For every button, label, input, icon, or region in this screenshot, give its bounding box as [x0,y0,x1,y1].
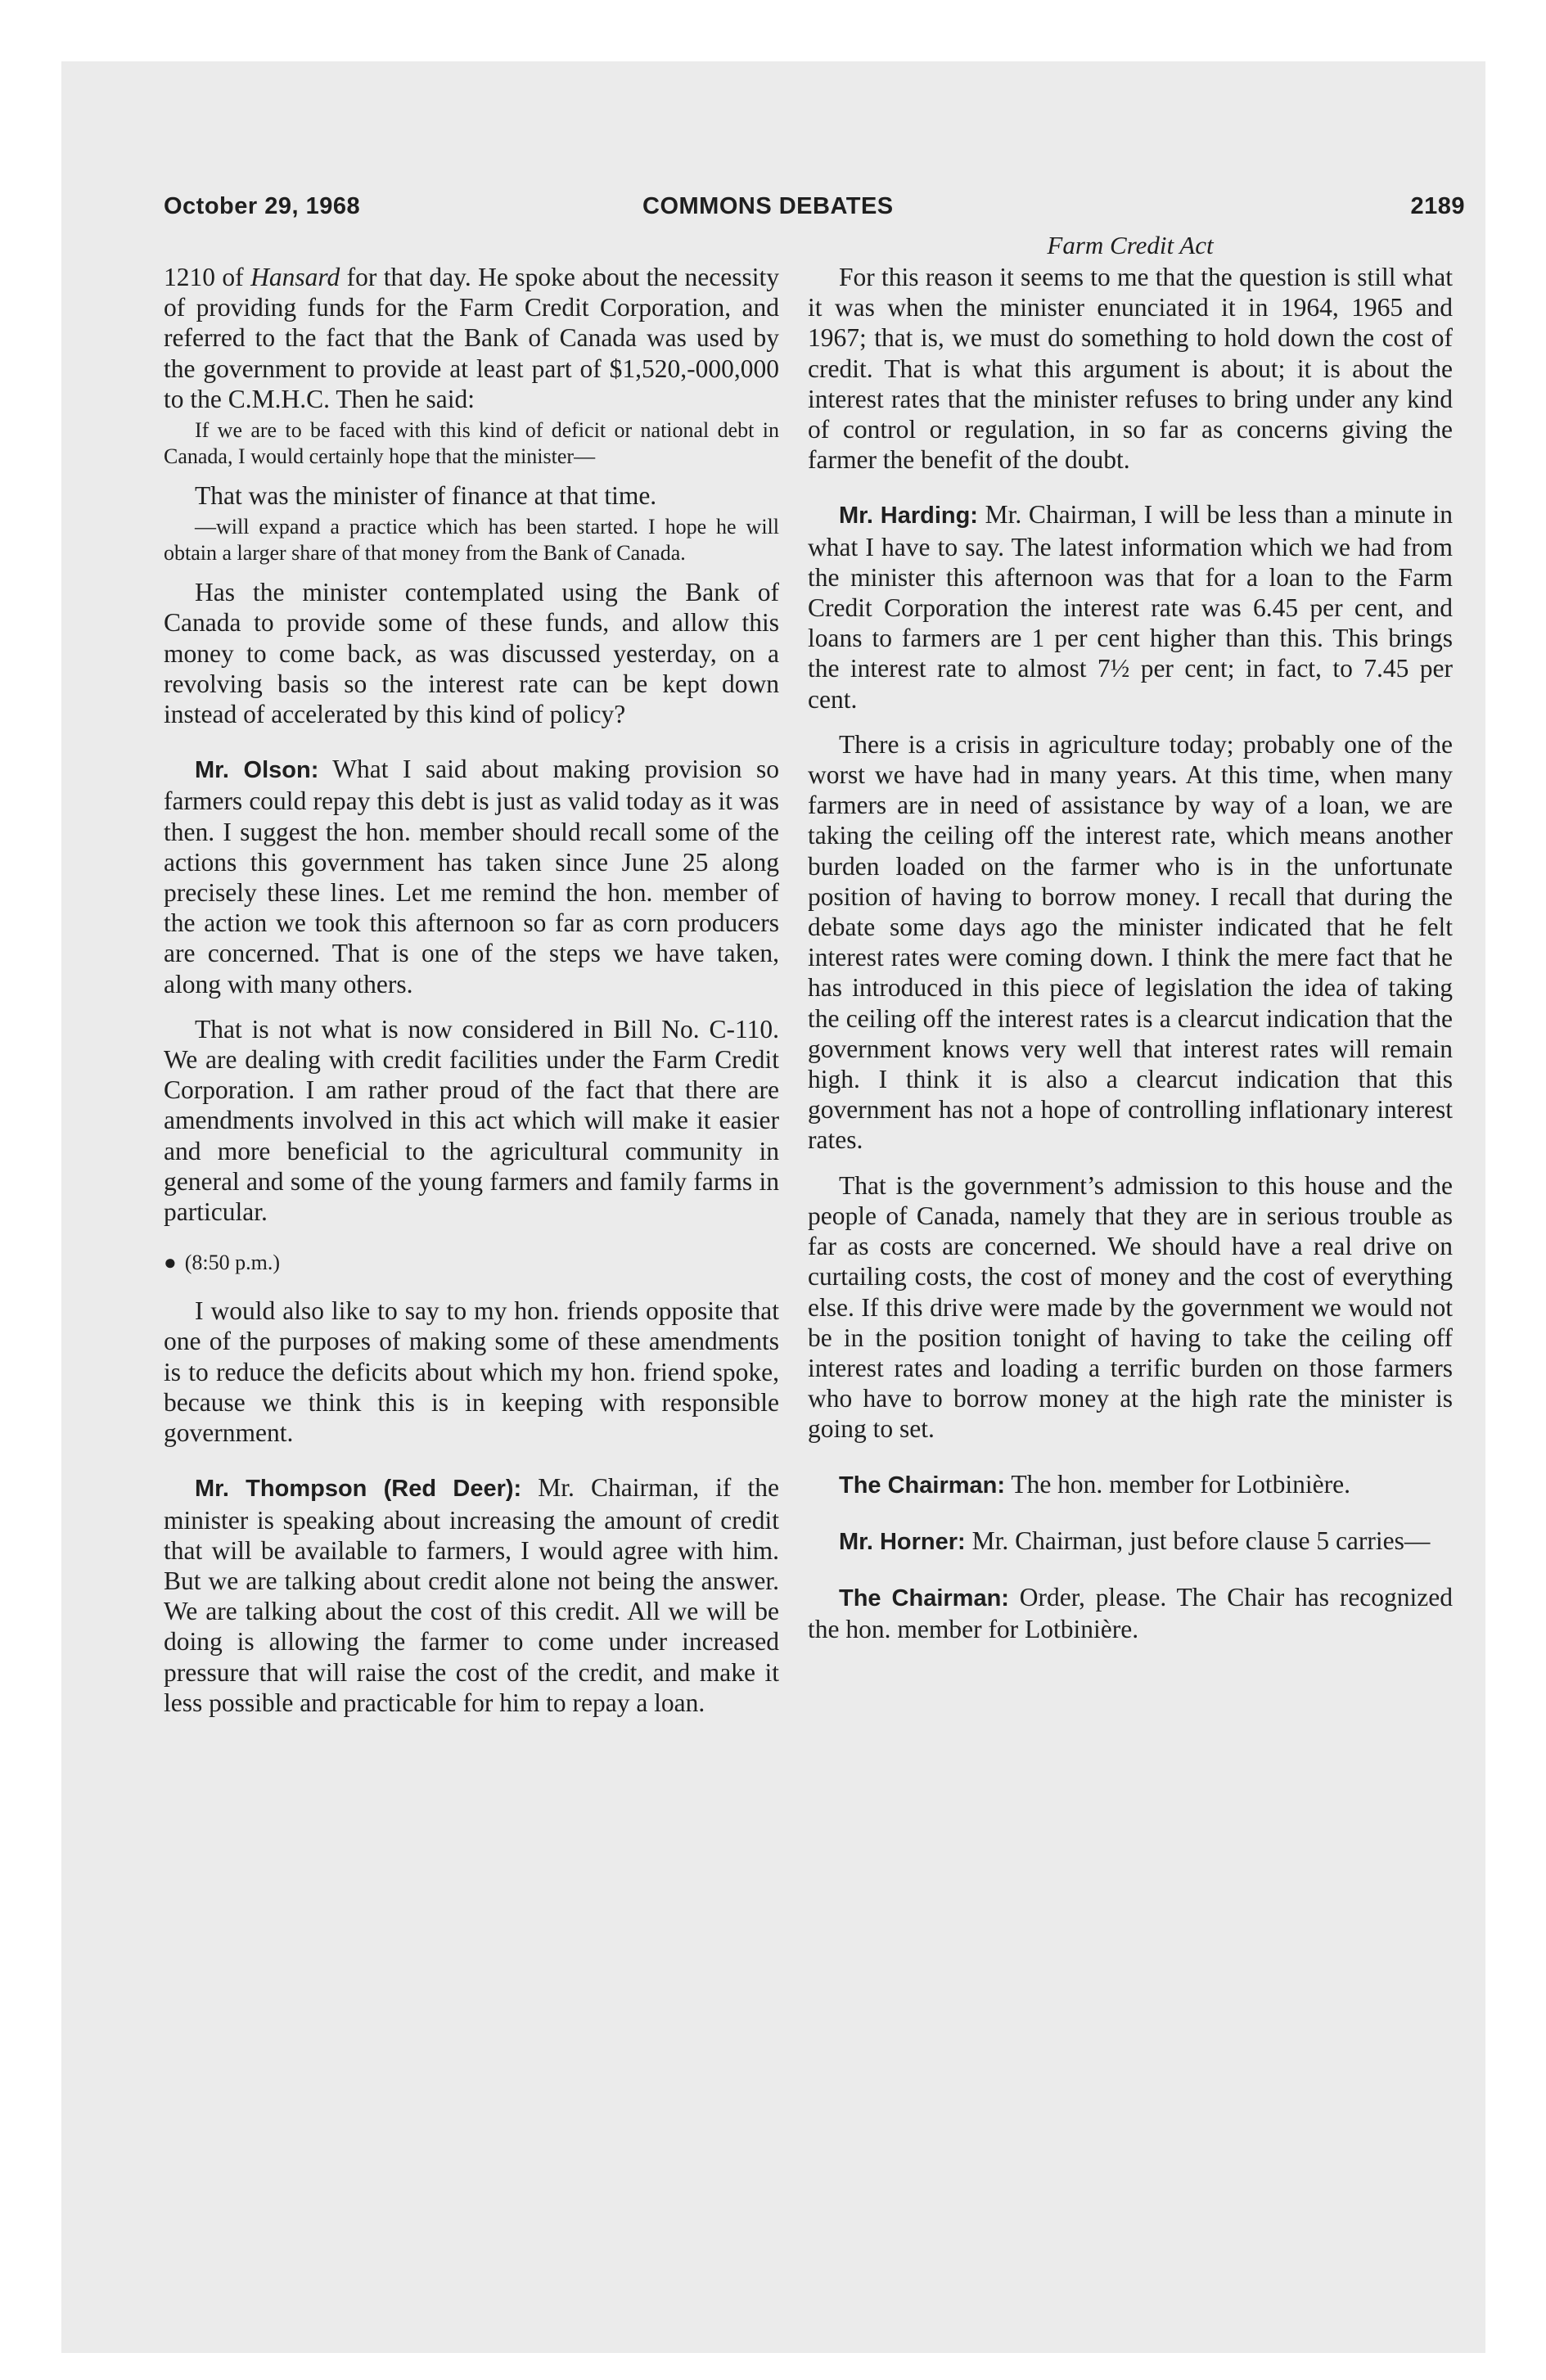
speaker-name: Mr. Thompson (Red Deer): [195,1476,522,1503]
paragraph: Has the minister contemplated using the Bank of Canada to provide some of these funds, and allow this money to come back, as was discussed yesterday, on a revolving basis so the interest rate can be kept down instead of accelerated by this kind of policy? [164,578,779,729]
header-journal-title: COMMONS DEBATES [642,193,894,219]
text: 1210 of [164,263,251,291]
paragraph: For this reason it seems to me that the question is still what it was when the minister enunciated it in 1964, 1965 and 1967; that is, we must do something to hold down the cost of credit. That is what this argument is about; it is about the interest rates that the minister refuses to bring under any kind of control or regulation, in so far as concerns giving the farmer the benefit of the doubt. [808,263,1453,475]
speaker-name: Mr. Horner: [839,1528,966,1555]
speech-chairman [808,1582,1453,1644]
hansard-italic: Hansard [250,263,340,291]
paragraph: That is not what is now considered in Bill No. C-110. We are dealing with credit facilities under the Farm Credit Corporation. I am rather proud of the fact that there are amendments involved in this act which will make it easier and more beneficial to the agricultural community in general and some of the young farmers and family farms in particular. [164,1014,779,1227]
paragraph: That is the government’s admission to this house and the people of Canada, namely that they are in serious trouble as far as costs are concerned. We should have a real drive on curtailing costs, the cost of money and the cost of everything else. If this drive were made by the government we would not be in the position tonight of having to take the ceiling off interest rates and loading a terrific burden on those farmers who have to borrow money at the high rate the minister is going to set. [808,1170,1453,1444]
right-column [808,229,1453,1644]
paragraph: I would also like to say to my hon. friends opposite that one of the purposes of making some of these amendments is to reduce the deficits about which my hon. friend spoke, because we think this is in keeping with responsible government. [164,1296,779,1448]
paragraph: There is a crisis in agriculture today; probably one of the worst we have had in many years. At this time, when many farmers are in need of assistance by way of a loan, we are taking the ceiling off the interest rate, which means another burden loaded on the farmer who is in the unfortunate position of having to borrow money. I recall that during the debate some days ago the minister indicated that he felt interest rates were coming down. I think the mere fact that he has introduced in this piece of legislation the idea of taking the ceiling off the interest rates is a clearcut indication that the government knows very well that interest rates will remain high. I think it is also a clearcut indication that this government has not a hope of controlling inflationary interest rates. [808,729,1453,1155]
speech-horner [808,1526,1453,1557]
speaker-name: The Chairman: [839,1584,1009,1611]
quotation: If we are to be faced with this kind of deficit or national debt in Canada, I would certainly hope that the minister— [164,418,779,468]
speech-thompson [164,1472,779,1718]
text: Order, please. The Chair has recognized the hon. member for Lotbinière. [808,1582,1453,1644]
paragraph [164,262,779,414]
running-title: Farm Credit Act [1047,231,1214,259]
page-content [164,193,1465,1717]
text: for that day. He spoke about the necessity of providing funds for the Farm Credit Corporation, and referred to the fact that the Bank of Canada was used by the government to provide at least part of $1,520,-000,000 to the C.M.H.C. Then he said: [164,263,779,413]
text: What I said about making provision so farmers could repay this debt is just as valid today as it was then. I suggest the hon. member should recall some of the actions this government has taken since June 25 along precisely these lines. Let me remind the hon. member of the action we took this afternoon so far as corn producers are concerned. That is one of the steps we have taken, along with many others. [164,755,779,998]
speaker-name: Mr. Harding: [839,503,978,530]
speech-harding [808,499,1453,714]
header-page-number: 2189 [1410,193,1465,219]
speaker-name: The Chairman: [839,1472,1006,1499]
bullet-icon: ● [164,1251,177,1275]
time-stamp [164,1250,779,1276]
speech-chairman [808,1469,1453,1501]
header-date: October 29, 1968 [164,193,361,219]
speaker-name: Mr. Olson: [195,757,319,784]
left-column [164,262,779,1718]
text: Mr. Chairman, if the minister is speaking about increasing the amount of credit that will be available to farmers, I would agree with him. But we are talking about credit alone not being the answer. We are talking about the cost of this credit. All we will be doing is allowing the farmer to come under increased pressure that will raise the cost of the credit, and make it less possible and practicable for him to repay a loan. [164,1473,779,1717]
page-header [164,193,1465,229]
time-text: (8:50 p.m.) [184,1251,280,1275]
text: Mr. Chairman, I will be less than a minute in what I have to say. The latest information which we had from the minister this afternoon was that for a loan to the Farm Credit Corporation the interest rate was 6.45 per cent, and loans to farmers are 1 per cent higher than this. This brings the interest rate to almost 7½ per cent; in fact, to 7.45 per cent. [808,500,1454,714]
speech-olson [164,754,779,999]
quotation: —will expand a practice which has been started. I hope he will obtain a larger share of that money from the Bank of Canada. [164,515,779,565]
text: The hon. member for Lotbinière. [1005,1469,1350,1499]
paragraph: That was the minister of finance at that time. [195,481,657,511]
text: Mr. Chairman, just before clause 5 carries— [965,1526,1431,1555]
